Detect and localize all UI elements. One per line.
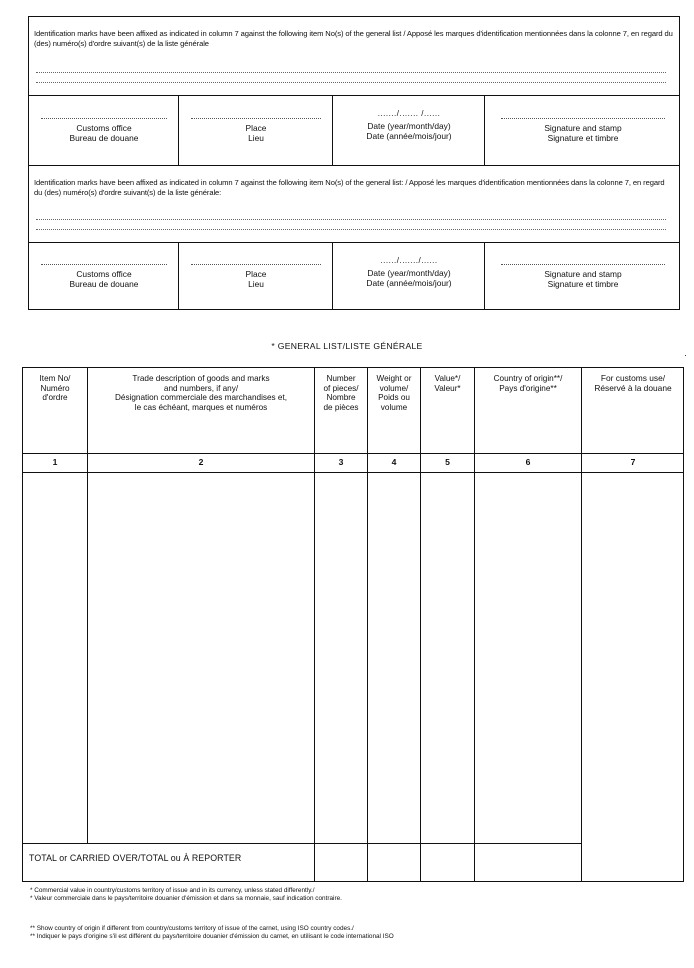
column-number: 4 [391, 457, 397, 467]
total-label: TOTAL or CARRIED OVER/TOTAL ou À REPORTER [29, 853, 242, 863]
customs-office-label-fr: Bureau de douane [69, 133, 139, 143]
signature-label-fr: Signature et timbre [547, 279, 619, 289]
header-line: de pièces [323, 402, 359, 412]
header-line: le cas échéant, marques et numéros [134, 402, 268, 412]
header-line: Réservé à la douane [594, 382, 672, 393]
header-line: Item No/ [39, 374, 71, 383]
divider [28, 165, 680, 166]
divider [484, 95, 485, 165]
date-fill: ......./....... /...... [377, 109, 441, 118]
place-label-fr: Lieu [248, 133, 264, 143]
entry-line [501, 118, 666, 119]
entry-line [191, 264, 320, 265]
footnote-value-en: * Commercial value in country/customs territory of issue and in its currency, unless stated differently./ [30, 887, 315, 894]
customs-office-label: Customs office [76, 269, 132, 279]
date-label: Date (year/month/day) [367, 268, 451, 278]
customs-office-label-fr: Bureau de douane [69, 279, 139, 289]
total-weight-cell[interactable] [368, 844, 420, 882]
column-number: 6 [525, 457, 531, 467]
header-line: d'ordre [42, 393, 68, 403]
header-line: volume/ [379, 383, 409, 393]
entry-line [191, 118, 320, 119]
general-list-title: * GENERAL LIST/LISTE GÉNÉRALE [271, 341, 423, 351]
divider [28, 95, 680, 96]
place-label-fr: Lieu [248, 279, 264, 289]
place-field[interactable] [180, 264, 332, 289]
total-value-cell[interactable] [421, 844, 474, 882]
header-line: and numbers, if any/ [163, 383, 239, 393]
item-numbers-line[interactable] [36, 229, 666, 230]
date-label-fr: Date (année/mois/jour) [366, 131, 452, 141]
place-field[interactable] [180, 118, 332, 143]
divider [22, 453, 684, 454]
customs-office-field[interactable] [30, 264, 178, 289]
header-line: Number [326, 374, 356, 383]
column-number: 7 [630, 457, 636, 467]
column-divider [581, 367, 582, 882]
date-label: Date (year/month/day) [367, 121, 451, 131]
header-line: volume [380, 402, 408, 412]
divider [178, 95, 179, 165]
header-line: For customs use/ [600, 373, 666, 383]
identification-statement: Identification marks have been affixed as indicated in column 7 against the following item No(s) of the general list / Apposé les marques d'identification mentionnées dans la colonne 7, en regard du (des) numéro(s) d'ordre suivant(s) de la liste générale [34, 29, 673, 48]
column-header-origin [475, 374, 581, 393]
place-label: Place [245, 269, 267, 279]
signature-label-fr: Signature et timbre [547, 133, 619, 143]
header-line: Numéro [40, 383, 70, 393]
column-number: 5 [445, 457, 450, 467]
signature-label: Signature and stamp [544, 269, 622, 279]
header-line: Poids ou [378, 393, 410, 403]
date-field[interactable] [334, 109, 484, 141]
column-header-item-no [23, 374, 87, 403]
column-header-pieces [315, 374, 367, 412]
header-line: Weight or [376, 374, 412, 383]
divider [484, 242, 485, 310]
header-line: Désignation commerciale des marchandises et, [114, 393, 288, 403]
divider [178, 242, 179, 310]
column-header-customs-use [582, 374, 684, 393]
customs-office-label: Customs office [76, 123, 132, 133]
entry-line [41, 118, 167, 119]
divider [332, 95, 333, 165]
column-header-value [421, 374, 474, 393]
place-label: Place [245, 123, 267, 133]
footnote-origin-fr: ** Indiquer le pays d'origine s'il est différent du pays/territoire douanier d'émission du carnet, en utilisant le code international ISO [30, 933, 394, 940]
header-line: Valeur* [434, 383, 461, 393]
header-line: of pieces/ [323, 383, 359, 393]
total-origin-cell[interactable] [475, 844, 581, 882]
entry-area[interactable] [23, 473, 581, 843]
divider [28, 242, 680, 243]
header-line: Country of origin**/ [493, 374, 563, 383]
header-line: Trade description of goods and marks [132, 374, 270, 383]
signature-field[interactable] [486, 118, 680, 143]
entry-line [501, 264, 666, 265]
date-fill: ....../......./...... [380, 256, 438, 265]
signature-field[interactable] [486, 264, 680, 289]
column-header-weight [368, 374, 420, 412]
stray-mark: · [684, 350, 687, 360]
column-number: 1 [52, 457, 58, 467]
date-field[interactable] [334, 256, 484, 288]
total-pieces-cell[interactable] [315, 844, 367, 882]
header-line: Value*/ [434, 374, 461, 383]
item-numbers-line[interactable] [36, 219, 666, 220]
identification-statement: Identification marks have been affixed as indicated in column 7 against the following item No(s) of the general list: / Apposé les marques d'identification mentionnées dans la colonne 7, en regard du (des) numéro(s) d'ordre suivant(s) de la liste générale: [34, 178, 665, 197]
item-numbers-line[interactable] [36, 82, 666, 83]
footnote-value-fr: * Valeur commerciale dans le pays/territoire douanier d'émission et dans sa monnaie, sauf indication contraire. [30, 895, 342, 902]
date-label-fr: Date (année/mois/jour) [366, 278, 452, 288]
item-numbers-line[interactable] [36, 72, 666, 73]
column-header-description [88, 374, 314, 412]
footnote-origin-en: ** Show country of origin if different from country/customs territory of issue of the carnet, using ISO country codes./ [30, 925, 354, 932]
divider [332, 242, 333, 310]
customs-office-field[interactable] [30, 118, 178, 143]
column-number: 3 [338, 457, 344, 467]
column-number: 2 [198, 457, 204, 467]
header-line: Nombre [326, 393, 356, 403]
signature-label: Signature and stamp [544, 123, 622, 133]
entry-line [41, 264, 167, 265]
header-line: Pays d'origine** [499, 383, 557, 393]
